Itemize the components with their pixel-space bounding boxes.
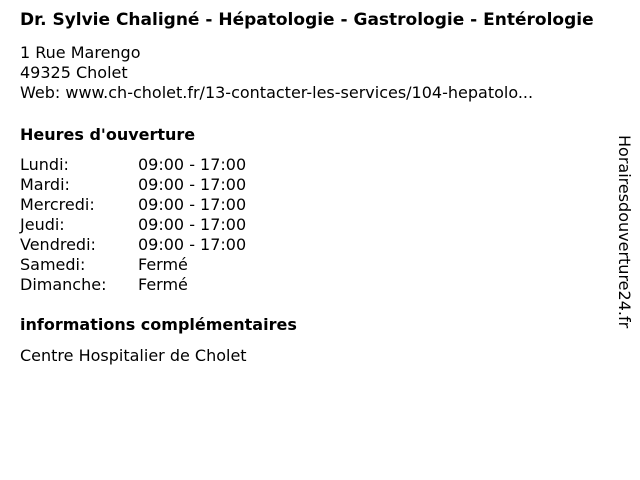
hours-row <box>20 235 600 255</box>
hours-time: 09:00 - 17:00 <box>138 155 247 174</box>
business-card <box>20 10 600 366</box>
address-block <box>20 43 600 103</box>
hours-row <box>20 175 600 195</box>
page-title: Dr. Sylvie Chaligné - Hépatologie - Gastrologie - Entérologie <box>20 10 594 30</box>
hours-time: 09:00 - 17:00 <box>138 235 247 254</box>
hours-day: Vendredi: <box>20 235 96 254</box>
hours-day: Jeudi: <box>20 215 65 234</box>
info-heading: informations complémentaires <box>20 315 297 334</box>
hours-time: Fermé <box>138 275 188 294</box>
hours-time: 09:00 - 17:00 <box>138 195 247 214</box>
hours-row <box>20 155 600 175</box>
hours-time: 09:00 - 17:00 <box>138 175 247 194</box>
site-watermark: Horairesdouverture24.fr <box>615 135 634 329</box>
web-label: Web: <box>20 83 61 102</box>
hours-day: Dimanche: <box>20 275 107 294</box>
hours-row <box>20 255 600 275</box>
street-address: 1 Rue Marengo <box>20 43 141 62</box>
hours-day: Samedi: <box>20 255 86 274</box>
hours-day: Mardi: <box>20 175 70 194</box>
hours-day: Mercredi: <box>20 195 95 214</box>
website-link[interactable]: www.ch-cholet.fr/13-contacter-les-services/104-hepatolo... <box>65 83 534 102</box>
hours-row <box>20 195 600 215</box>
hours-heading: Heures d'ouverture <box>20 125 196 144</box>
city-postal: 49325 Cholet <box>20 63 128 82</box>
info-text: Centre Hospitalier de Cholet <box>20 346 247 365</box>
hours-time: 09:00 - 17:00 <box>138 215 247 234</box>
hours-day: Lundi: <box>20 155 69 174</box>
hours-row <box>20 275 600 295</box>
website-row <box>20 83 600 103</box>
hours-table <box>20 155 600 295</box>
hours-time: Fermé <box>138 255 188 274</box>
hours-row <box>20 215 600 235</box>
